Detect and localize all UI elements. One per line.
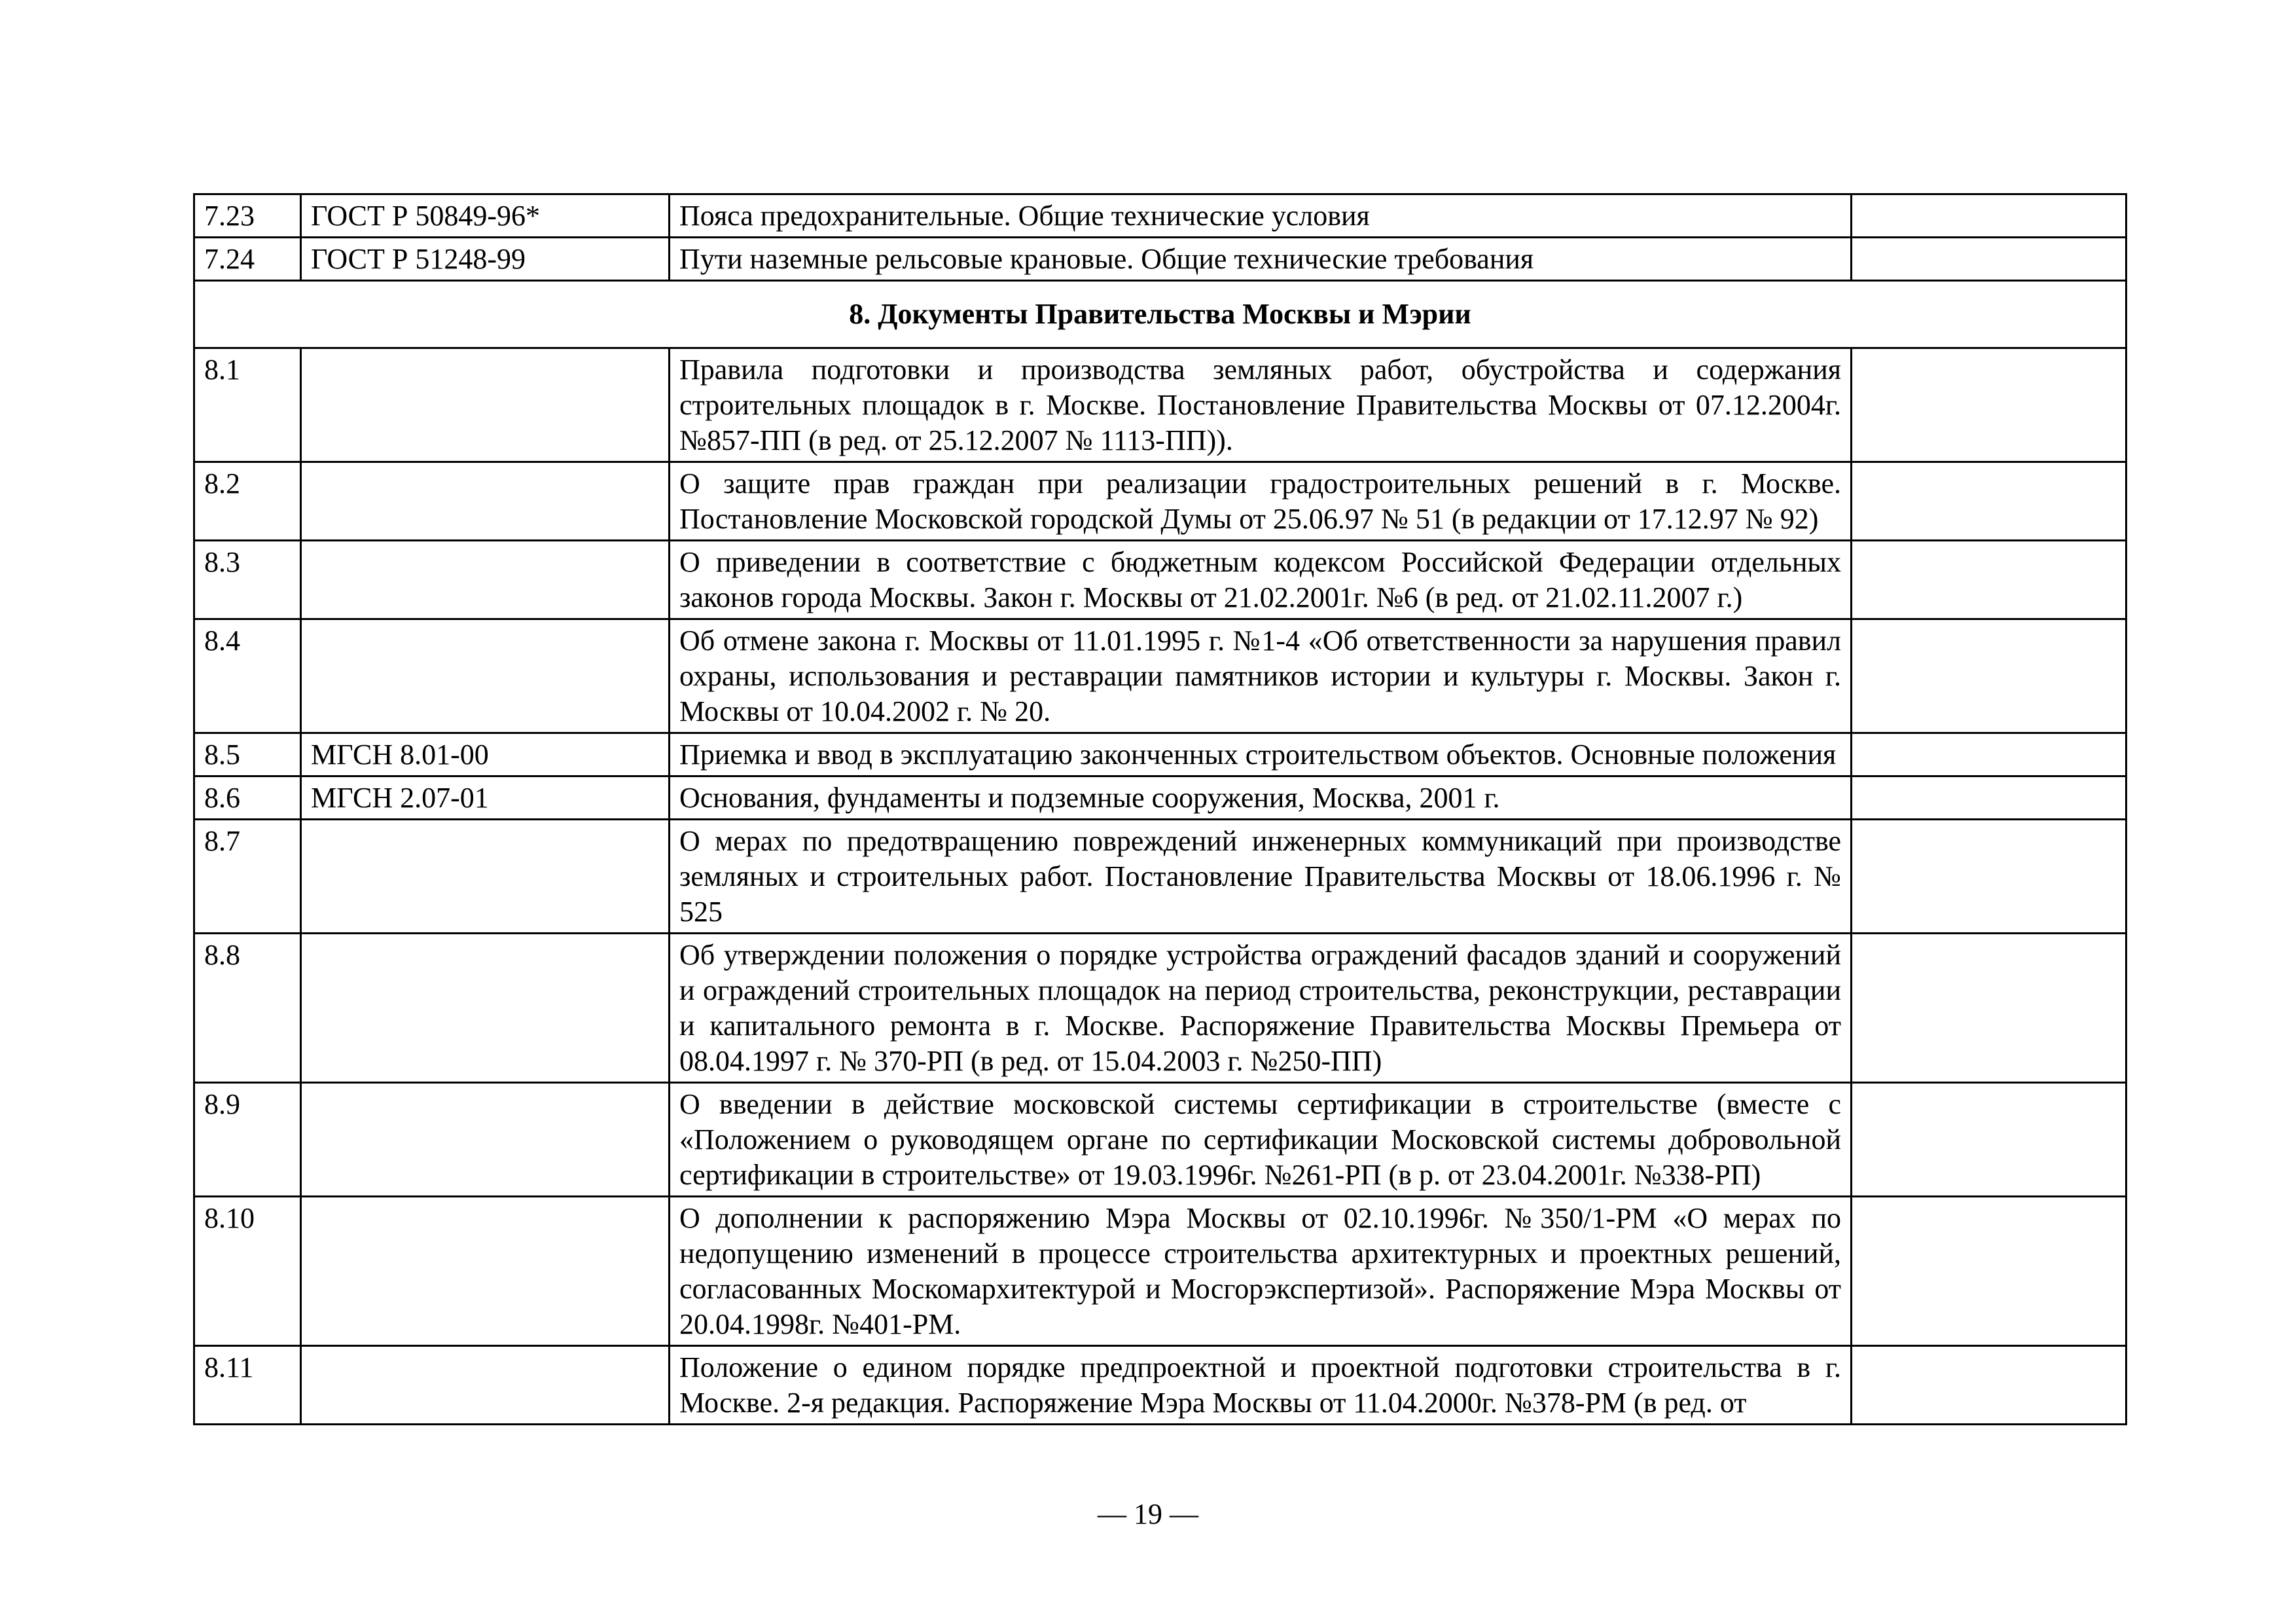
row-number: 8.5 [194, 733, 301, 776]
row-note [1852, 1197, 2126, 1346]
page-number: — 19 — [1098, 1498, 1198, 1530]
table-row [194, 1083, 2126, 1197]
row-number: 8.1 [194, 348, 301, 462]
section-title: 8. Документы Правительства Москвы и Мэрии [194, 281, 2126, 348]
table-row [194, 541, 2126, 619]
row-description: Об утверждении положения о порядке устройства ограждений фасадов зданий и сооружений и ограждений строительных площадок на период строительства, реконструкции, реставрации и капитального ремонта в г. Москве. Распоряжение Правительства Москвы Премьера от 08.04.1997 г. № 370-РП (в ред. от 15.04.2003 г. №250-ПП) [670, 934, 1852, 1083]
row-description: Правила подготовки и производства земляных работ, обустройства и содержания строительных площадок в г. Москве. Постановление Правительства Москвы от 07.12.2004г. №857-ПП (в ред. от 25.12.2007 № 1113-ПП)). [670, 348, 1852, 462]
row-code [301, 1346, 670, 1425]
table-row [194, 462, 2126, 541]
row-code: ГОСТ Р 51248-99 [301, 238, 670, 281]
table-row [194, 1346, 2126, 1425]
row-note [1852, 820, 2126, 934]
row-note [1852, 348, 2126, 462]
standards-table [193, 193, 2127, 1425]
row-description: Об отмене закона г. Москвы от 11.01.1995 г. №1-4 «Об ответственности за нарушения правил охраны, использования и реставрации памятников истории и культуры г. Москвы. Закон г. Москвы от 10.04.2002 г. № 20. [670, 619, 1852, 733]
row-number: 8.3 [194, 541, 301, 619]
row-description: О приведении в соответствие с бюджетным кодексом Российской Федерации отдельных законов города Москвы. Закон г. Москвы от 21.02.2001г. №6 (в ред. от 21.02.11.2007 г.) [670, 541, 1852, 619]
row-code [301, 462, 670, 541]
row-description: Пути наземные рельсовые крановые. Общие технические требования [670, 238, 1852, 281]
row-code [301, 541, 670, 619]
row-description: Пояса предохранительные. Общие технические условия [670, 194, 1852, 238]
table-body [194, 194, 2126, 1425]
row-number: 8.6 [194, 776, 301, 820]
row-description: О дополнении к распоряжению Мэра Москвы от 02.10.1996г. №350/1-РМ «О мерах по недопущению изменений в процессе строительства архитектурных и проектных решений, согласованных Москомархитектурой и Мосгорэкспертизой». Распоряжение Мэра Москвы от 20.04.1998г. №401-РМ. [670, 1197, 1852, 1346]
row-code [301, 1197, 670, 1346]
row-description: О введении в действие московской системы сертификации в строительстве (вместе с «Положением о руководящем органе по сертификации Московской системы добровольной сертификации в строительстве» от 19.03.1996г. №261-РП (в р. от 23.04.2001г. №338-РП) [670, 1083, 1852, 1197]
row-note [1852, 934, 2126, 1083]
row-code [301, 1083, 670, 1197]
row-note [1852, 238, 2126, 281]
row-number: 7.23 [194, 194, 301, 238]
row-code: МГСН 2.07-01 [301, 776, 670, 820]
table-row [194, 238, 2126, 281]
row-note [1852, 462, 2126, 541]
row-note [1852, 1083, 2126, 1197]
row-description: Основания, фундаменты и подземные сооружения, Москва, 2001 г. [670, 776, 1852, 820]
row-description: О мерах по предотвращению повреждений инженерных коммуникаций при производстве земляных и строительных работ. Постановление Правительства Москвы от 18.06.1996 г. № 525 [670, 820, 1852, 934]
row-number: 8.9 [194, 1083, 301, 1197]
table-row [194, 619, 2126, 733]
table-row [194, 733, 2126, 776]
row-code: ГОСТ Р 50849-96* [301, 194, 670, 238]
row-note [1852, 541, 2126, 619]
table-row [194, 194, 2126, 238]
table-row [194, 348, 2126, 462]
row-code [301, 619, 670, 733]
table-row [194, 1197, 2126, 1346]
row-code [301, 934, 670, 1083]
row-description: О защите прав граждан при реализации градостроительных решений в г. Москве. Постановление Московской городской Думы от 25.06.97 № 51 (в редакции от 17.12.97 № 92) [670, 462, 1852, 541]
table-row [194, 820, 2126, 934]
table-row [194, 776, 2126, 820]
row-note [1852, 776, 2126, 820]
row-description: Приемка и ввод в эксплуатацию законченных строительством объектов. Основные положения [670, 733, 1852, 776]
row-note [1852, 194, 2126, 238]
row-description: Положение о едином порядке предпроектной и проектной подготовки строительства в г. Москве. 2-я редакция. Распоряжение Мэра Москвы от 11.04.2000г. №378-РМ (в ред. от [670, 1346, 1852, 1425]
row-note [1852, 733, 2126, 776]
row-number: 8.2 [194, 462, 301, 541]
row-number: 8.8 [194, 934, 301, 1083]
row-note [1852, 1346, 2126, 1425]
row-number: 7.24 [194, 238, 301, 281]
section-header-row [194, 281, 2126, 348]
row-number: 8.11 [194, 1346, 301, 1425]
row-code: МГСН 8.01-00 [301, 733, 670, 776]
row-code [301, 348, 670, 462]
table-row [194, 934, 2126, 1083]
row-number: 8.4 [194, 619, 301, 733]
row-number: 8.10 [194, 1197, 301, 1346]
row-number: 8.7 [194, 820, 301, 934]
row-note [1852, 619, 2126, 733]
row-code [301, 820, 670, 934]
